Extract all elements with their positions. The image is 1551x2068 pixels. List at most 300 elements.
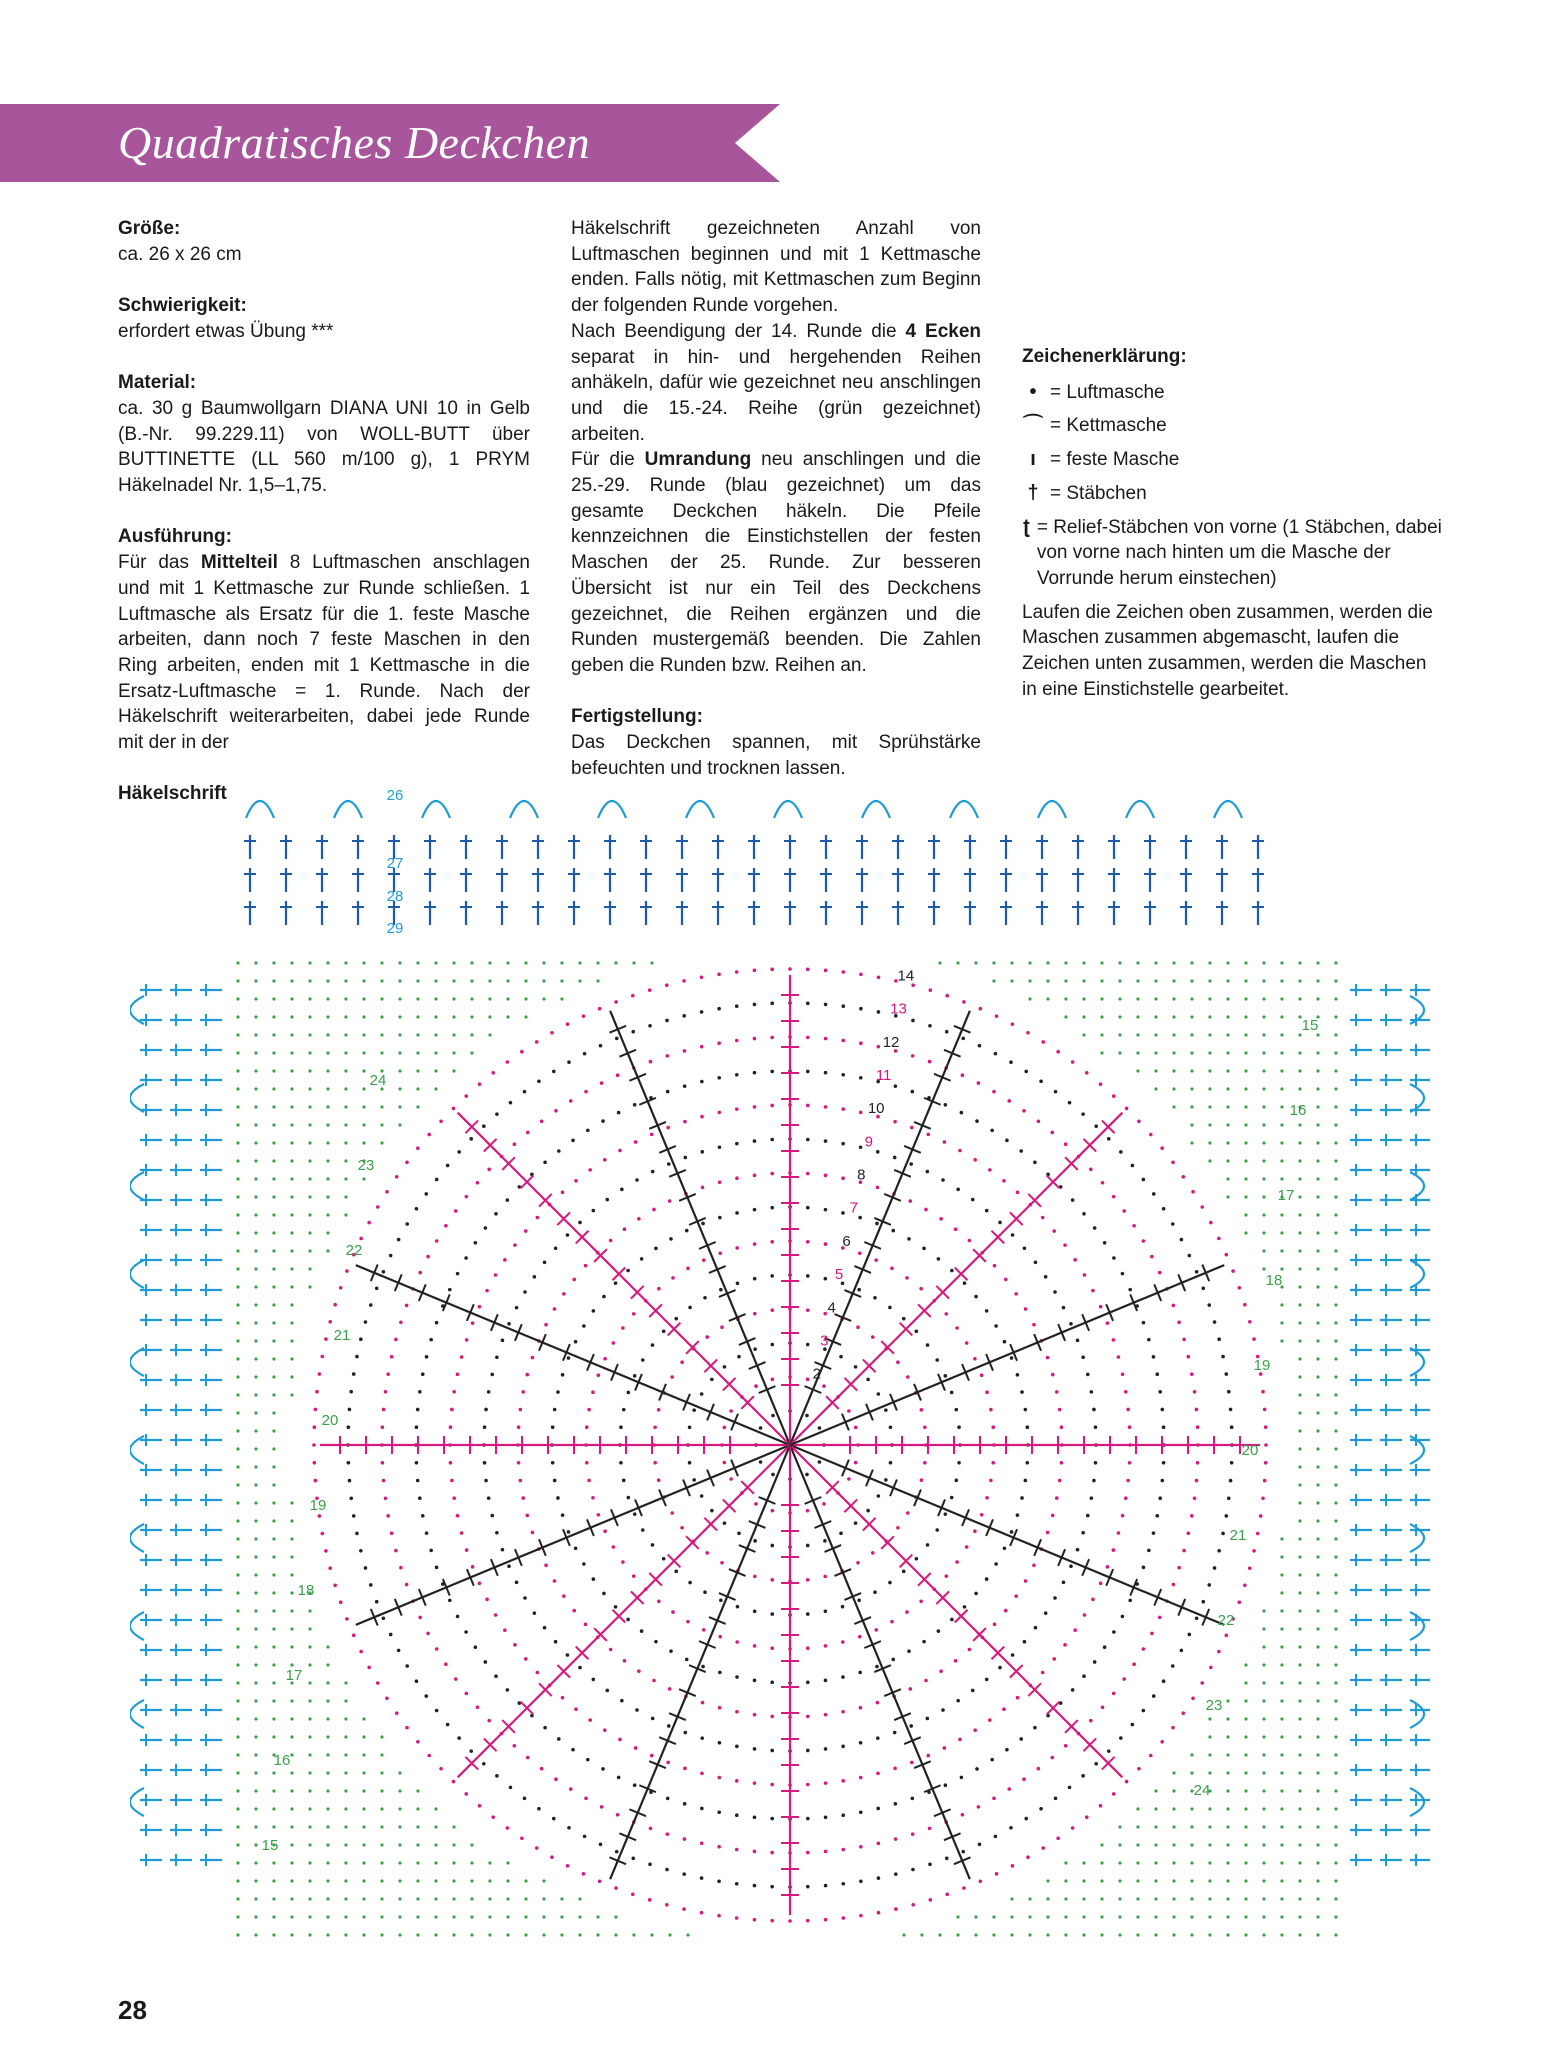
round-dot <box>600 1805 604 1809</box>
round-dot <box>1022 1109 1026 1113</box>
green-dot <box>380 1015 383 1018</box>
round-dot <box>754 1384 758 1388</box>
round-dot <box>701 1222 705 1226</box>
green-dot <box>1190 1915 1193 1918</box>
green-dot <box>1208 1753 1211 1756</box>
middle-text-column <box>571 216 981 781</box>
green-dot <box>290 1051 293 1054</box>
green-dot <box>236 1051 239 1054</box>
picot <box>1126 801 1154 818</box>
round-dot <box>487 1719 491 1723</box>
green-dot <box>1316 1123 1319 1126</box>
round-dot <box>926 1133 930 1137</box>
round-dot <box>1011 1022 1015 1026</box>
round-dot <box>618 1149 622 1153</box>
green-dot <box>326 997 329 1000</box>
green-dot <box>1262 1069 1265 1072</box>
green-dot <box>1334 1519 1337 1522</box>
round-dot <box>770 1612 774 1616</box>
round-dot <box>531 1531 535 1535</box>
round-dot <box>616 1813 620 1817</box>
round-dot <box>1209 1221 1213 1225</box>
round-dot <box>1182 1549 1186 1553</box>
round-dot <box>535 1040 539 1044</box>
green-dot <box>1316 1231 1319 1234</box>
green-dot <box>236 1771 239 1774</box>
green-dot <box>1262 1195 1265 1198</box>
green-dot <box>236 1465 239 1468</box>
round-dot <box>495 1112 499 1116</box>
round-dot <box>919 1287 923 1291</box>
green-dot <box>1334 1105 1337 1108</box>
round-dot <box>989 1479 993 1483</box>
round-dot <box>381 1425 385 1429</box>
green-dot <box>434 997 437 1000</box>
round-dot <box>536 1671 540 1675</box>
round-dot <box>375 1286 379 1290</box>
green-dot <box>1262 1915 1265 1918</box>
round-dot <box>1103 1241 1107 1245</box>
green-dot <box>272 1789 275 1792</box>
green-dot <box>380 1933 383 1936</box>
green-dot <box>416 1033 419 1036</box>
green-dot <box>506 1015 509 1018</box>
round-dot <box>314 1408 318 1412</box>
round-dot <box>1092 1479 1096 1483</box>
round-dot <box>735 1640 739 1644</box>
green-dot <box>308 1897 311 1900</box>
round-dot <box>1019 1149 1023 1153</box>
green-dot <box>236 1681 239 1684</box>
round-dot <box>525 1373 529 1377</box>
round-dot <box>1086 1373 1090 1377</box>
green-dot <box>1316 1339 1319 1342</box>
green-dot <box>1226 1033 1229 1036</box>
green-dot <box>1316 1429 1319 1432</box>
round-dot <box>620 1699 624 1703</box>
green-dot <box>1280 1051 1283 1054</box>
round-dot <box>753 1609 757 1613</box>
green-dot <box>344 1105 347 1108</box>
round-dot <box>877 1876 881 1880</box>
round-dot <box>822 1502 826 1506</box>
round-dot <box>688 1306 692 1310</box>
green-row-number: 16 <box>1289 1102 1307 1119</box>
round-dot <box>1196 1425 1200 1429</box>
round-dot <box>1201 1286 1205 1290</box>
legend-item <box>1022 380 1442 406</box>
green-dot <box>1190 1105 1193 1108</box>
green-dot <box>1100 1843 1103 1846</box>
round-dot <box>985 1209 989 1213</box>
round-dot <box>683 1049 687 1053</box>
green-dot <box>272 1681 275 1684</box>
round-dot <box>723 1521 727 1525</box>
green-dot <box>1334 1933 1337 1936</box>
round-dot <box>566 1233 570 1237</box>
round-dot <box>1224 1253 1228 1257</box>
round-dot <box>536 1216 540 1220</box>
round-dot <box>435 1178 439 1182</box>
green-dot <box>236 1141 239 1144</box>
legend-label: = Luftmasche <box>1050 381 1165 403</box>
green-dot <box>1298 1609 1301 1612</box>
green-dot <box>272 1015 275 1018</box>
green-dot <box>344 1681 347 1684</box>
green-dot <box>1190 1033 1193 1036</box>
round-dot <box>770 1885 774 1889</box>
green-dot <box>344 1699 347 1702</box>
round-dot <box>533 1611 537 1615</box>
green-dot <box>272 1627 275 1630</box>
round-dot <box>1039 1079 1043 1083</box>
crochet-chart <box>130 770 1430 1970</box>
green-dot <box>236 1429 239 1432</box>
round-dot <box>909 1162 913 1166</box>
green-dot <box>1190 1015 1193 1018</box>
round-dot <box>1195 1270 1199 1274</box>
round-dot <box>1112 1630 1116 1634</box>
green-dot <box>1334 1087 1337 1090</box>
round-dot <box>605 1198 609 1202</box>
green-dot <box>290 1501 293 1504</box>
green-dot <box>1244 1825 1247 1828</box>
green-dot <box>236 1879 239 1882</box>
round-dot <box>553 1479 557 1483</box>
round-dot <box>621 1326 625 1330</box>
green-dot <box>380 1843 383 1846</box>
round-dot <box>686 1620 690 1624</box>
green-dot <box>1118 1915 1121 1918</box>
green-dot <box>1154 1015 1157 1018</box>
green-dot <box>380 979 383 982</box>
round-dot <box>1217 1237 1221 1241</box>
round-dot <box>859 1810 863 1814</box>
round-dot <box>465 1692 469 1696</box>
round-dot <box>926 1717 930 1721</box>
round-dot <box>478 1082 482 1086</box>
green-dot <box>434 1843 437 1846</box>
round-dot <box>753 1071 757 1075</box>
green-dot <box>1136 979 1139 982</box>
green-dot <box>290 1591 293 1594</box>
green-dot <box>290 1231 293 1234</box>
green-dot <box>1280 1753 1283 1756</box>
green-dot <box>1262 1609 1265 1612</box>
round-dot <box>928 1862 932 1866</box>
round-dot <box>823 1575 827 1579</box>
round-dot <box>345 1617 349 1621</box>
round-dot <box>531 1356 535 1360</box>
round-dot <box>915 1329 919 1333</box>
corners-bold: 4 Ecken <box>905 320 981 342</box>
green-row-number: 23 <box>1205 1697 1223 1714</box>
round-dot <box>915 1557 919 1561</box>
green-dot <box>290 1087 293 1090</box>
round-dot <box>1121 1272 1125 1276</box>
round-dot <box>1171 1726 1175 1730</box>
round-dot <box>700 1494 704 1498</box>
round-dot <box>421 1372 425 1376</box>
round-dot <box>1112 1548 1116 1552</box>
round-dot <box>627 1496 631 1500</box>
round-dot <box>513 1643 517 1647</box>
round-dot <box>954 1227 958 1231</box>
green-dot <box>1298 1555 1301 1558</box>
green-dot <box>1334 979 1337 982</box>
round-dot <box>553 1307 557 1311</box>
round-dot <box>950 1391 954 1395</box>
round-dot <box>854 1365 858 1369</box>
green-dot <box>1190 1087 1193 1090</box>
round-dot <box>950 1618 954 1622</box>
round-dot <box>945 1030 949 1034</box>
green-dot <box>308 1285 311 1288</box>
green-dot <box>308 1609 311 1612</box>
round-dot <box>609 1648 613 1652</box>
round-dot <box>1090 1390 1094 1394</box>
round-dot <box>902 1570 906 1574</box>
round-dot <box>770 1578 774 1582</box>
green-dot <box>470 1033 473 1036</box>
green-dot <box>1280 1879 1283 1882</box>
round-dot <box>1188 1254 1192 1258</box>
green-dot <box>488 1033 491 1036</box>
round-dot <box>483 1425 487 1429</box>
round-dot <box>874 1628 878 1632</box>
round-dot <box>503 1628 507 1632</box>
green-dot <box>452 1033 455 1036</box>
round-dot <box>806 1172 810 1176</box>
round-dot <box>1024 1817 1028 1821</box>
green-dot <box>272 1231 275 1234</box>
round-dot <box>919 1599 923 1603</box>
green-dot <box>254 1915 257 1918</box>
round-dot <box>1063 1243 1067 1247</box>
green-dot <box>326 1663 329 1666</box>
round-dot <box>667 1162 671 1166</box>
green-dot <box>1316 1861 1319 1864</box>
green-dot <box>1334 1861 1337 1864</box>
round-dot <box>399 1321 403 1325</box>
round-dot <box>806 1036 810 1040</box>
round-dot <box>770 1715 774 1719</box>
round-dot <box>683 1837 687 1841</box>
green-dot <box>254 1177 257 1180</box>
round-dot <box>389 1633 393 1637</box>
picot <box>862 801 890 818</box>
green-dot <box>686 1933 689 1936</box>
green-dot <box>398 1105 401 1108</box>
round-dot <box>1010 1530 1014 1534</box>
green-dot <box>1298 1483 1301 1486</box>
green-dot <box>1190 1771 1193 1774</box>
round-dot <box>450 1479 454 1483</box>
round-dot <box>523 1596 527 1600</box>
round-dot <box>1230 1461 1234 1465</box>
green-dot <box>1280 1033 1283 1036</box>
green-dot <box>1226 997 1229 1000</box>
round-dot <box>963 1605 967 1609</box>
legend-label: = Relief-Stäbchen von vorne (1 Stäbchen, dabei von vorne nach hinten um die Masche der Vorrunde herum einstechen) <box>1036 516 1442 589</box>
round-dot <box>841 1039 845 1043</box>
round-dot <box>1053 1290 1057 1294</box>
round-dot <box>705 1335 709 1339</box>
round-dot <box>567 1826 571 1830</box>
round-dot <box>771 1378 775 1382</box>
green-dot <box>308 1645 311 1648</box>
round-dot <box>478 1804 482 1808</box>
green-dot <box>1316 1393 1319 1396</box>
green-dot <box>470 1843 473 1846</box>
round-dot <box>1024 1479 1028 1483</box>
green-dot <box>308 961 311 964</box>
round-number: 8 <box>857 1166 866 1184</box>
green-dot <box>1334 1807 1337 1810</box>
round-dot <box>640 1257 644 1261</box>
round-dot <box>386 1514 390 1518</box>
green-dot <box>1316 1555 1319 1558</box>
round-dot <box>633 1783 637 1787</box>
green-dot <box>254 1861 257 1864</box>
green-dot <box>434 1807 437 1810</box>
round-dot <box>1224 1514 1228 1518</box>
round-dot <box>444 1224 448 1228</box>
green-dot <box>1046 997 1049 1000</box>
round-dot <box>957 1461 961 1465</box>
green-dot <box>362 1735 365 1738</box>
round-dot <box>369 1303 373 1307</box>
round-dot <box>956 1188 960 1192</box>
green-dot <box>1208 1843 1211 1846</box>
green-dot <box>326 961 329 964</box>
round-dot <box>519 1408 523 1412</box>
round-dot <box>1026 1855 1030 1859</box>
green-dot <box>1226 1699 1229 1702</box>
round-dot <box>435 1321 439 1325</box>
round-dot <box>990 1758 994 1762</box>
round-dot <box>435 1566 439 1570</box>
green-dot <box>1316 1519 1319 1522</box>
round-dot <box>1142 1239 1146 1243</box>
round-dot <box>753 1105 757 1109</box>
green-dot <box>434 961 437 964</box>
round-dot <box>385 1696 389 1700</box>
round-dot <box>1106 1321 1110 1325</box>
round-dot <box>1132 1662 1136 1666</box>
green-dot <box>326 1123 329 1126</box>
round-dot <box>980 1373 984 1377</box>
round-dot <box>424 1192 428 1196</box>
green-dot <box>308 1267 311 1270</box>
round-dot <box>1142 1647 1146 1651</box>
round-dot <box>449 1425 453 1429</box>
round-dot <box>859 1914 863 1918</box>
green-dot <box>1190 979 1193 982</box>
green-dot <box>1226 979 1229 982</box>
green-dot <box>434 1069 437 1072</box>
round-dot <box>1248 1320 1252 1324</box>
round-dot <box>591 1496 595 1500</box>
green-dot <box>236 1609 239 1612</box>
round-dot <box>692 1478 696 1482</box>
green-dot <box>308 1681 311 1684</box>
round-dot <box>574 1340 578 1344</box>
round-dot <box>1149 1754 1153 1758</box>
green-dot <box>254 1519 257 1522</box>
green-dot <box>236 1249 239 1252</box>
round-dot <box>650 1754 654 1758</box>
green-dot <box>362 1051 365 1054</box>
round-dot <box>884 1478 888 1482</box>
green-dot <box>1064 961 1067 964</box>
picot <box>1214 801 1242 818</box>
green-dot <box>398 1807 401 1810</box>
green-dot <box>272 1897 275 1900</box>
green-row-number: 23 <box>357 1157 375 1174</box>
round-dot <box>1073 1258 1077 1262</box>
green-dot <box>1262 1825 1265 1828</box>
green-dot <box>326 1069 329 1072</box>
green-dot <box>1100 1861 1103 1864</box>
round-dot <box>923 1461 927 1465</box>
green-dot <box>1208 979 1211 982</box>
round-dot <box>1252 1337 1256 1341</box>
round-dot <box>875 1665 879 1669</box>
green-dot <box>326 1033 329 1036</box>
legend-item <box>1022 413 1442 439</box>
green-dot <box>254 1771 257 1774</box>
round-dot <box>572 1278 576 1282</box>
round-dot <box>1005 1139 1009 1143</box>
green-dot <box>1226 1015 1229 1018</box>
green-dot <box>1064 1915 1067 1918</box>
round-dot <box>1011 1653 1015 1657</box>
round-dot <box>1224 1634 1228 1638</box>
round-dot <box>1256 1532 1260 1536</box>
round-dot <box>841 1848 845 1852</box>
round-dot <box>1091 1598 1095 1602</box>
round-dot <box>439 1767 443 1771</box>
round-dot <box>515 1306 519 1310</box>
round-dot <box>954 1479 958 1483</box>
green-dot <box>272 1879 275 1882</box>
green-dot <box>254 1897 257 1900</box>
green-dot <box>452 1843 455 1846</box>
round-dot <box>943 1746 947 1750</box>
round-dot <box>375 1600 379 1604</box>
green-dot <box>254 1807 257 1810</box>
green-dot <box>1154 1915 1157 1918</box>
green-dot <box>452 997 455 1000</box>
green-dot <box>524 1897 527 1900</box>
round-dot <box>1128 1425 1132 1429</box>
green-dot <box>1334 1411 1337 1414</box>
round-dot <box>856 1325 860 1329</box>
green-row-number: 21 <box>333 1327 351 1344</box>
round-dot <box>669 1649 673 1653</box>
green-dot <box>254 1591 257 1594</box>
round-dot <box>920 1478 924 1482</box>
green-dot <box>1334 961 1337 964</box>
green-dot <box>1154 1843 1157 1846</box>
round-dot <box>1125 1107 1129 1111</box>
round-dot <box>490 1373 494 1377</box>
round-dot <box>617 1776 621 1780</box>
round-dot <box>1243 1303 1247 1307</box>
green-dot <box>1136 1861 1139 1864</box>
round-dot <box>770 1544 774 1548</box>
